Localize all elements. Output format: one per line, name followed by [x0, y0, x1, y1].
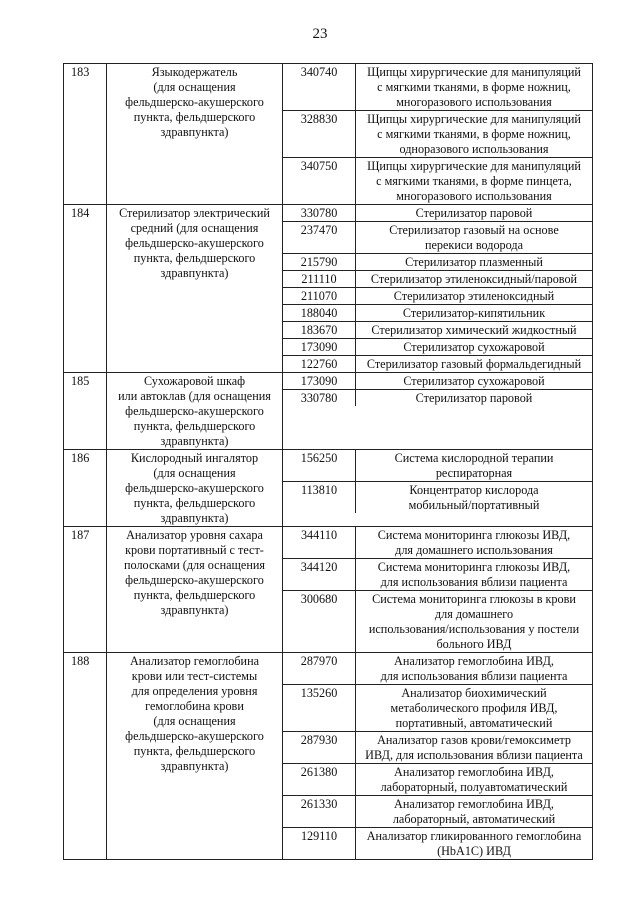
code-description [356, 339, 593, 356]
code-row [283, 271, 592, 288]
code-row [283, 732, 592, 764]
description-line: для домашнего использования [395, 543, 553, 557]
code-value: 183670 [283, 322, 356, 339]
code-row [283, 685, 592, 732]
code-value: 173090 [283, 339, 356, 356]
description-line: Стерилизатор паровой [415, 391, 533, 405]
equipment-name-line: фельдшерско-акушерского [125, 573, 264, 587]
code-value: 344110 [283, 527, 356, 559]
equipment-name-line: полосками (для оснащения [124, 558, 265, 572]
code-description [356, 653, 593, 685]
equipment-name-line: фельдшерско-акушерского [125, 236, 264, 250]
description-line: Стерилизатор этиленоксидный [393, 289, 555, 303]
code-row [283, 288, 592, 305]
description-line: с мягкими тканями, в форме ножниц, [377, 80, 571, 94]
description-line: (HbA1C) ИВД [437, 844, 511, 858]
code-row [283, 764, 592, 796]
code-value: 237470 [283, 222, 356, 254]
equipment-name-line: фельдшерско-акушерского [125, 481, 264, 495]
description-line: Система кислородной терапии [394, 451, 554, 465]
equipment-name-line: или автоклав (для оснащения [118, 389, 271, 403]
description-line: мобильный/портативный [408, 498, 540, 512]
code-description [356, 271, 593, 288]
equipment-name-line: гемоглобина крови [145, 699, 244, 713]
equipment-name-line: здравпункта) [160, 266, 229, 280]
code-list [283, 653, 592, 859]
equipment-name-line: здравпункта) [160, 434, 229, 448]
description-line: одноразового использования [399, 142, 549, 156]
description-line: Анализатор гемоглобина ИВД, [394, 654, 554, 668]
description-line: Анализатор гемоглобина ИВД, [394, 765, 554, 779]
code-value: 330780 [283, 390, 356, 407]
code-value: 211110 [283, 271, 356, 288]
row-number: 184 [64, 205, 107, 373]
code-description [356, 527, 593, 559]
code-row [283, 828, 592, 860]
table-row [64, 450, 593, 527]
code-row [283, 653, 592, 685]
table-row [64, 527, 593, 653]
code-description [356, 158, 593, 205]
code-row [283, 205, 592, 222]
code-list [283, 373, 592, 406]
equipment-name-line: Анализатор гемоглобина [129, 654, 259, 668]
equipment-name-line: фельдшерско-акушерского [125, 729, 264, 743]
equipment-name-line: пункта, фельдшерского [133, 588, 256, 602]
code-description [356, 64, 593, 111]
row-number: 187 [64, 527, 107, 653]
row-number: 186 [64, 450, 107, 527]
equipment-name-line: здравпункта) [160, 603, 229, 617]
code-description [356, 450, 593, 482]
code-list [283, 205, 592, 372]
code-description [356, 591, 593, 653]
description-line: для использования вблизи пациента [380, 575, 568, 589]
table-row [64, 653, 593, 860]
code-description [356, 828, 593, 860]
equipment-table [63, 63, 593, 860]
description-line: с мягкими тканями, в форме ножниц, [377, 127, 571, 141]
description-line: многоразового использования [396, 189, 552, 203]
equipment-name-line: пункта, фельдшерского [133, 419, 256, 433]
equipment-name [107, 450, 283, 527]
equipment-name-line: пункта, фельдшерского [133, 110, 256, 124]
equipment-name-line: Сухожаровой шкаф [143, 374, 246, 388]
equipment-name-line: средний (для оснащения [130, 221, 259, 235]
code-row [283, 559, 592, 591]
description-line: Система мониторинга глюкозы ИВД, [377, 560, 571, 574]
description-line: Стерилизатор плазменный [405, 255, 543, 269]
code-value: 135260 [283, 685, 356, 732]
code-value: 344120 [283, 559, 356, 591]
code-description [356, 254, 593, 271]
description-line: Анализатор гемоглобина ИВД, [394, 797, 554, 811]
row-number: 188 [64, 653, 107, 860]
description-line: лабораторный, автоматический [392, 812, 556, 826]
page-number: 23 [312, 26, 328, 42]
description-line: портативный, автоматический [395, 716, 553, 730]
code-value: 173090 [283, 373, 356, 390]
code-description [356, 373, 593, 390]
code-row [283, 222, 592, 254]
equipment-name-line: здравпункта) [160, 759, 229, 773]
code-description [356, 205, 593, 222]
description-line: Стерилизатор этиленоксидный/паровой [370, 272, 578, 286]
code-description [356, 305, 593, 322]
description-line: многоразового использования [396, 95, 552, 109]
code-value: 215790 [283, 254, 356, 271]
code-value: 188040 [283, 305, 356, 322]
row-number: 183 [64, 64, 107, 205]
equipment-name-line: (для оснащения [153, 714, 236, 728]
code-value: 261330 [283, 796, 356, 828]
code-value: 113810 [283, 482, 356, 514]
code-description [356, 390, 593, 407]
code-description [356, 288, 593, 305]
description-line: ИВД, для использования вблизи пациента [365, 748, 583, 762]
equipment-name [107, 373, 283, 450]
description-line: лабораторный, полуавтоматический [380, 780, 568, 794]
code-description [356, 559, 593, 591]
description-line: Щипцы хирургические для манипуляций [367, 159, 581, 173]
code-description [356, 685, 593, 732]
row-number: 185 [64, 373, 107, 450]
equipment-name-line: фельдшерско-акушерского [125, 404, 264, 418]
code-description [356, 796, 593, 828]
code-value: 340750 [283, 158, 356, 205]
code-description [356, 732, 593, 764]
description-line: Анализатор биохимический [401, 686, 547, 700]
equipment-name-line: Стерилизатор электрический [119, 206, 270, 220]
code-row [283, 322, 592, 339]
code-row [283, 373, 592, 390]
equipment-name-line: пункта, фельдшерского [133, 744, 256, 758]
equipment-name-line: Кислородный ингалятор [130, 451, 259, 465]
description-line: Анализатор газов крови/гемоксиметр [377, 733, 571, 747]
description-line: Щипцы хирургические для манипуляций [367, 65, 581, 79]
code-list [283, 450, 592, 513]
code-description [356, 356, 593, 373]
description-line: метаболического профиля ИВД, [390, 701, 558, 715]
code-row [283, 111, 592, 158]
table-row [64, 205, 593, 373]
code-value: 328830 [283, 111, 356, 158]
code-row [283, 158, 592, 205]
equipment-name-line: фельдшерско-акушерского [125, 95, 264, 109]
code-value: 129110 [283, 828, 356, 860]
table-row [64, 373, 593, 450]
description-line: Стерилизатор химический жидкостный [371, 323, 577, 337]
equipment-name-line: (для оснащения [153, 80, 236, 94]
equipment-name-line: крови или тест-системы [131, 669, 258, 683]
description-line: Система мониторинга глюкозы ИВД, [377, 528, 571, 542]
equipment-name-line: пункта, фельдшерского [133, 496, 256, 510]
equipment-name-line: здравпункта) [160, 511, 229, 525]
description-line: Стерилизатор газовый формальдегидный [366, 357, 582, 371]
description-line: больного ИВД [436, 637, 512, 651]
code-description [356, 482, 593, 514]
equipment-name-line: для определения уровня [131, 684, 258, 698]
code-row [283, 339, 592, 356]
description-line: с мягкими тканями, в форме пинцета, [376, 174, 572, 188]
code-row [283, 305, 592, 322]
code-row [283, 796, 592, 828]
code-description [356, 764, 593, 796]
description-line: Стерилизатор сухожаровой [403, 374, 545, 388]
equipment-name-line: здравпункта) [160, 125, 229, 139]
code-value: 340740 [283, 64, 356, 111]
code-value: 261380 [283, 764, 356, 796]
code-row [283, 390, 592, 407]
description-line: Стерилизатор газовый на основе [389, 223, 559, 237]
equipment-name-line: (для оснащения [153, 466, 236, 480]
description-line: респираторная [435, 466, 513, 480]
code-row [283, 482, 592, 514]
equipment-name [107, 205, 283, 373]
description-line: перекиси водорода [424, 238, 523, 252]
code-description [356, 111, 593, 158]
description-line: Анализатор гликированного гемоглобина [366, 829, 582, 843]
table-row [64, 64, 593, 205]
equipment-name-line: крови портативный с тест- [125, 543, 264, 557]
code-row [283, 591, 592, 653]
code-value: 122760 [283, 356, 356, 373]
equipment-name-line: Анализатор уровня сахара [126, 528, 263, 542]
code-list [283, 527, 592, 652]
equipment-name [107, 527, 283, 653]
code-value: 211070 [283, 288, 356, 305]
code-list [283, 64, 592, 204]
description-line: Концентратор кислорода [409, 483, 539, 497]
code-row [283, 356, 592, 373]
description-line: Система мониторинга глюкозы в крови [372, 592, 576, 606]
code-value: 156250 [283, 450, 356, 482]
code-row [283, 64, 592, 111]
description-line: для домашнего [434, 607, 514, 621]
code-value: 330780 [283, 205, 356, 222]
code-value: 300680 [283, 591, 356, 653]
equipment-name [107, 64, 283, 205]
equipment-name-line: Языкодержатель [151, 65, 238, 79]
description-line: Стерилизатор сухожаровой [403, 340, 545, 354]
description-line: Стерилизатор паровой [415, 206, 533, 220]
code-row [283, 527, 592, 559]
description-line: использования/использования у постели [368, 622, 580, 636]
code-value: 287970 [283, 653, 356, 685]
equipment-name [107, 653, 283, 860]
description-line: Щипцы хирургические для манипуляций [367, 112, 581, 126]
code-description [356, 222, 593, 254]
code-value: 287930 [283, 732, 356, 764]
code-description [356, 322, 593, 339]
code-row [283, 450, 592, 482]
description-line: Стерилизатор-кипятильник [402, 306, 546, 320]
code-row [283, 254, 592, 271]
equipment-name-line: пункта, фельдшерского [133, 251, 256, 265]
description-line: для использования вблизи пациента [380, 669, 568, 683]
